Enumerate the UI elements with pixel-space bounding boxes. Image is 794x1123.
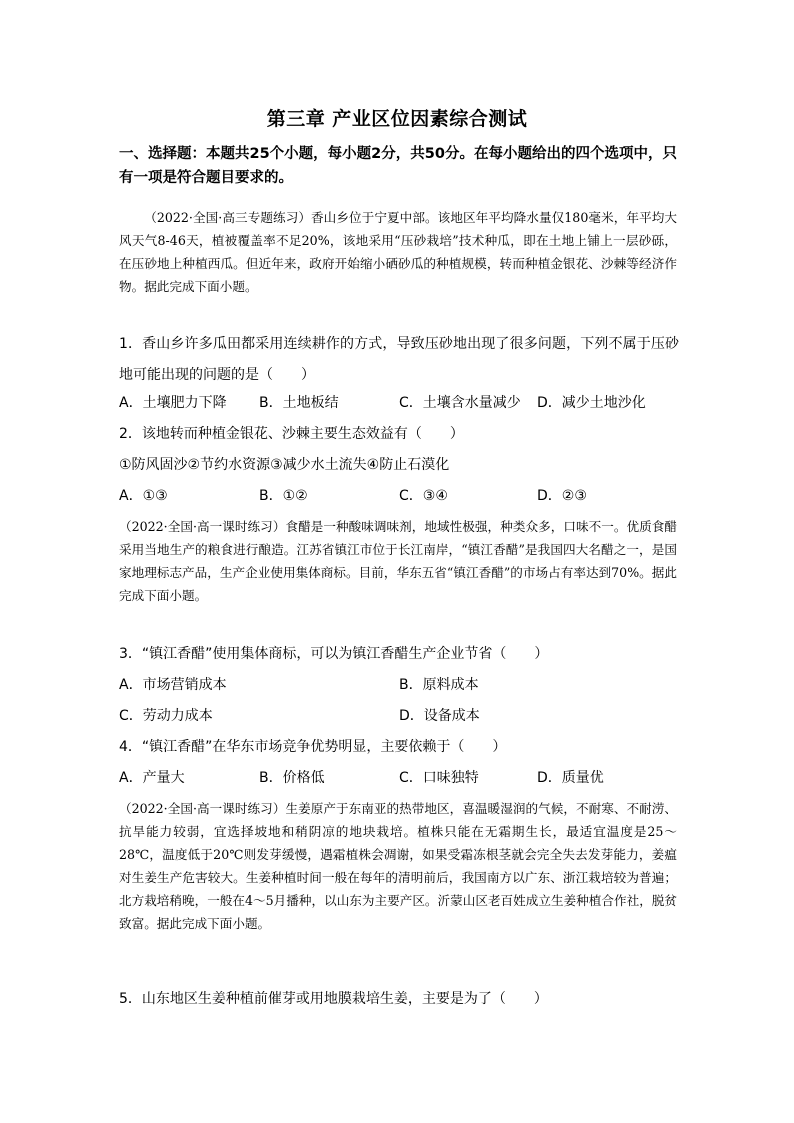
- reading-passage-3: （2022·全国·高一课时练习）生姜原产于东南亚的热带地区，喜温暖湿润的气候，不耐寒、不耐涝、抗旱能力较弱，宜选择坡地和稍阴凉的地块栽培。植株只能在无霜期生长，最适宜温度是25～28℃，温度低于20℃则发芽缓慢，遇霜植株会凋谢，如果受霜冻根茎就会完全失去发芽能力，姜瘟对生姜生产危害较大。生姜种植时间一般在每年的清明前后，我国南方以广东、浙江栽培较为普遍；北方栽培稍晚，一般在4～5月播种，以山东为主要产区。沂蒙山区老百姓成立生姜种植合作社，脱贫致富。据此完成下面小题。: [119, 801, 677, 931]
- reading-passage-1: （2022·全国·高三专题练习）香山乡位于宁夏中部。该地区年平均降水量仅180毫米，年平均大风天气8-46天，植被覆盖率不足20%，该地采用“压砂栽培”技术种瓜，即在土地上铺上一层砂砾，在压砂地上种植西瓜。但近年来，政府开始缩小硒砂瓜的种植规模，转而种植金银花、沙棘等经济作物。据此完成下面小题。: [119, 210, 677, 294]
- option-4c[interactable]: C．口味独特: [399, 770, 479, 786]
- option-2a[interactable]: A．①③: [119, 488, 168, 504]
- option-4b[interactable]: B．价格低: [259, 770, 325, 786]
- option-1d[interactable]: D．减少土地沙化: [537, 395, 646, 411]
- question-5-stem: 5．山东地区生姜种植前催芽或用地膜栽培生姜，主要是为了（ ）: [119, 991, 548, 1007]
- reading-passage-2: （2022·全国·高一课时练习）食醋是一种酸味调味剂，地域性极强，种类众多，口味不一。优质食醋采用当地生产的粮食进行酿造。江苏省镇江市位于长江南岸，“镇江香醋”是我国四大名醋之一，是国家地理标志产品，生产企业使用集体商标。目前，华东五省“镇江香醋”的市场占有率达到70%。据此完成下面小题。: [119, 519, 677, 603]
- option-3b[interactable]: B．原料成本: [399, 677, 479, 693]
- option-2b[interactable]: B．①②: [259, 488, 308, 504]
- option-2d[interactable]: D．②③: [537, 488, 587, 504]
- question-2-options: [119, 484, 679, 508]
- question-3-options-row1: [119, 673, 679, 697]
- option-3d[interactable]: D．设备成本: [399, 708, 480, 724]
- question-2-items: ①防风固沙②节约水资源③减少水土流失④防止石漠化: [119, 457, 450, 473]
- question-1-options: [119, 391, 679, 415]
- question-1-stem: 1．香山乡许多瓜田都采用连续耕作的方式，导致压砂地出现了很多问题，下列不属于压砂地可能出现的问题的是（ ）: [119, 336, 679, 383]
- question-4-options: [119, 766, 679, 790]
- option-1a[interactable]: A．土壤肥力下降: [119, 395, 227, 411]
- question-2-stem: 2．该地转而种植金银花、沙棘主要生态效益有（ ）: [119, 426, 464, 442]
- section-header: 一、选择题：本题共25个小题，每小题2分，共50分。在每小题给出的四个选项中，只有一项是符合题目要求的。: [119, 146, 677, 186]
- option-3c[interactable]: C．劳动力成本: [119, 708, 213, 724]
- option-3a[interactable]: A．市场营销成本: [119, 677, 227, 693]
- option-4d[interactable]: D．质量优: [537, 770, 604, 786]
- option-1c[interactable]: C．土壤含水量减少: [399, 395, 521, 411]
- page-title: 第三章 产业区位因素综合测试: [266, 108, 528, 130]
- question-4-stem: 4．“镇江香醋”在华东市场竞争优势明显，主要依赖于（ ）: [119, 739, 507, 755]
- question-3-options-row2: [119, 704, 679, 728]
- option-4a[interactable]: A．产量大: [119, 770, 185, 786]
- option-2c[interactable]: C．③④: [399, 488, 448, 504]
- question-3-stem: 3．“镇江香醋”使用集体商标，可以为镇江香醋生产企业节省（ ）: [119, 646, 549, 662]
- option-1b[interactable]: B．土地板结: [259, 395, 339, 411]
